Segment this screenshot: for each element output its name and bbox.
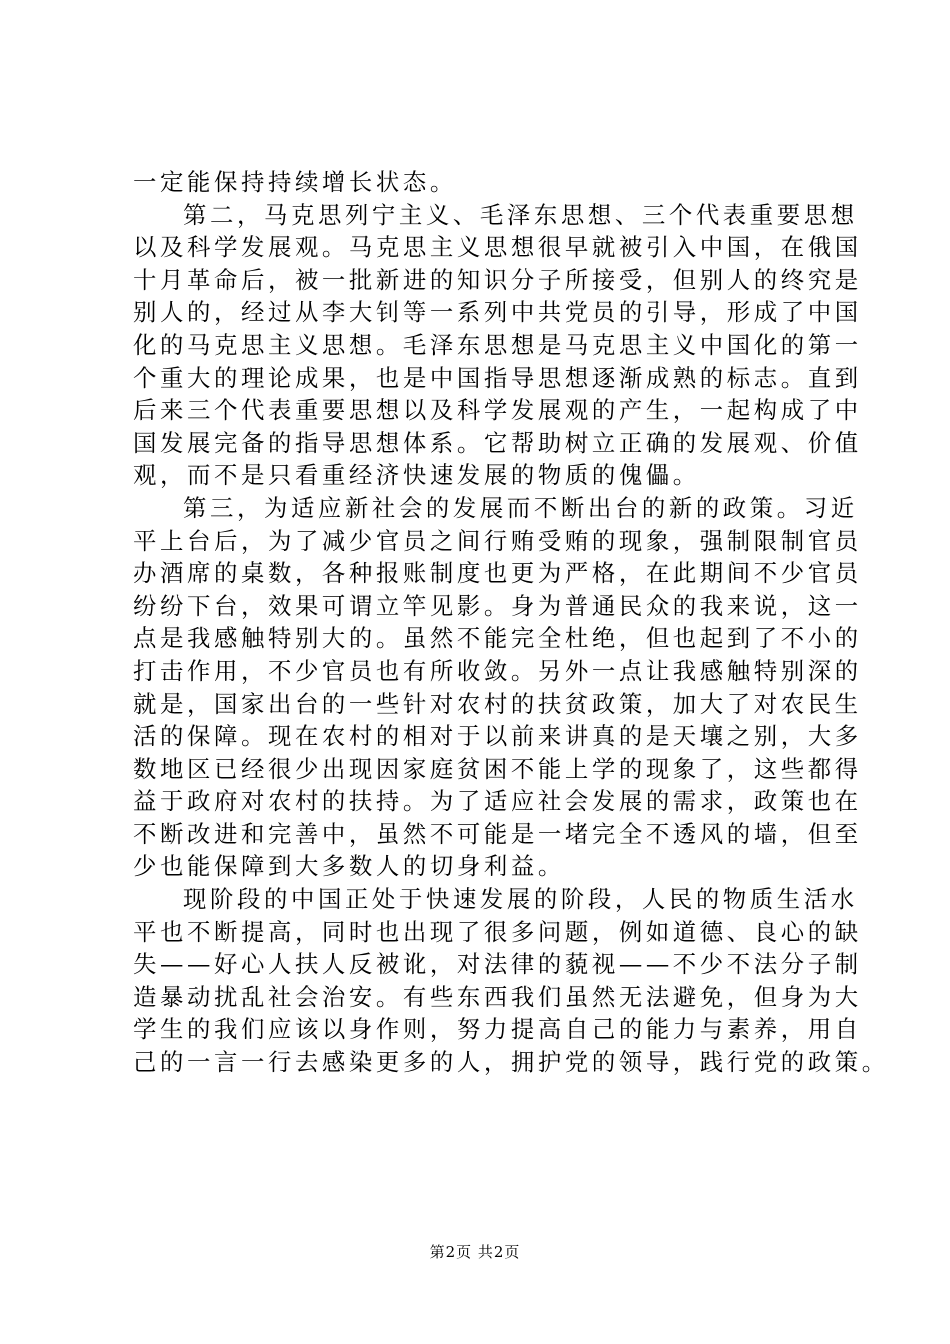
- body-text: [133, 166, 889, 1079]
- text-line: 别人的，经过从李大钊等一系列中共党员的引导，形成了中国: [133, 298, 862, 327]
- text-line: 办酒席的桌数，各种报账制度也更为严格，在此期间不少官员: [133, 559, 862, 588]
- text-line: 不断改进和完善中，虽然不可能是一堵完全不透风的墙，但至: [133, 819, 862, 848]
- text-line: 打击作用，不少官员也有所收敛。另外一点让我感触特别深的: [133, 656, 862, 685]
- text-line: 以及科学发展观。马克思主义思想很早就被引入中国，在俄国: [133, 233, 862, 262]
- text-line: 益于政府对农村的扶持。为了适应社会发展的需求，政策也在: [133, 787, 862, 816]
- text-line: 第二，马克思列宁主义、毛泽东思想、三个代表重要思想: [183, 200, 858, 229]
- page-footer: 第2页 共2页: [429, 1243, 521, 1261]
- text-line: 活的保障。现在农村的相对于以前来讲真的是天壤之别，大多: [133, 722, 862, 751]
- text-line: 化的马克思主义思想。毛泽东思想是马克思主义中国化的第一: [133, 330, 862, 359]
- text-line: 现阶段的中国正处于快速发展的阶段，人民的物质生活水: [183, 885, 858, 914]
- text-line: 平上台后，为了减少官员之间行贿受贿的现象，强制限制官员: [133, 526, 862, 555]
- text-line: 国发展完备的指导思想体系。它帮助树立正确的发展观、价值: [133, 428, 862, 457]
- text-line: 数地区已经很少出现因家庭贫困不能上学的现象了，这些都得: [133, 754, 862, 783]
- text-line: 就是，国家出台的一些针对农村的扶贫政策，加大了对农民生: [133, 689, 862, 718]
- text-line: 点是我感触特别大的。虽然不能完全杜绝，但也起到了不小的: [133, 624, 862, 653]
- text-line: 第三，为适应新社会的发展而不断出台的新的政策。习近: [183, 493, 858, 522]
- text-line: 观，而不是只看重经济快速发展的物质的傀儡。: [133, 461, 700, 490]
- text-line: 一定能保持持续增长状态。: [133, 168, 457, 196]
- text-line: 少也能保障到大多数人的切身利益。: [133, 852, 565, 881]
- text-line: 个重大的理论成果，也是中国指导思想逐渐成熟的标志。直到: [133, 363, 862, 392]
- text-line: 己的一言一行去感染更多的人，拥护党的领导，践行党的政策。: [133, 1048, 889, 1077]
- text-line: 纷纷下台，效果可谓立竿见影。身为普通民众的我来说，这一: [133, 591, 862, 620]
- text-line: 失——好心人扶人反被讹，对法律的藐视——不少不法分子制: [133, 950, 862, 979]
- text-line: 后来三个代表重要思想以及科学发展观的产生，一起构成了中: [133, 396, 862, 425]
- text-line: 平也不断提高，同时也出现了很多问题，例如道德、良心的缺: [133, 917, 862, 946]
- text-line: 造暴动扰乱社会治安。有些东西我们虽然无法避免，但身为大: [133, 982, 862, 1011]
- text-line: 学生的我们应该以身作则，努力提高自己的能力与素养，用自: [133, 1015, 862, 1044]
- text-line: 十月革命后，被一批新进的知识分子所接受，但别人的终究是: [133, 265, 862, 294]
